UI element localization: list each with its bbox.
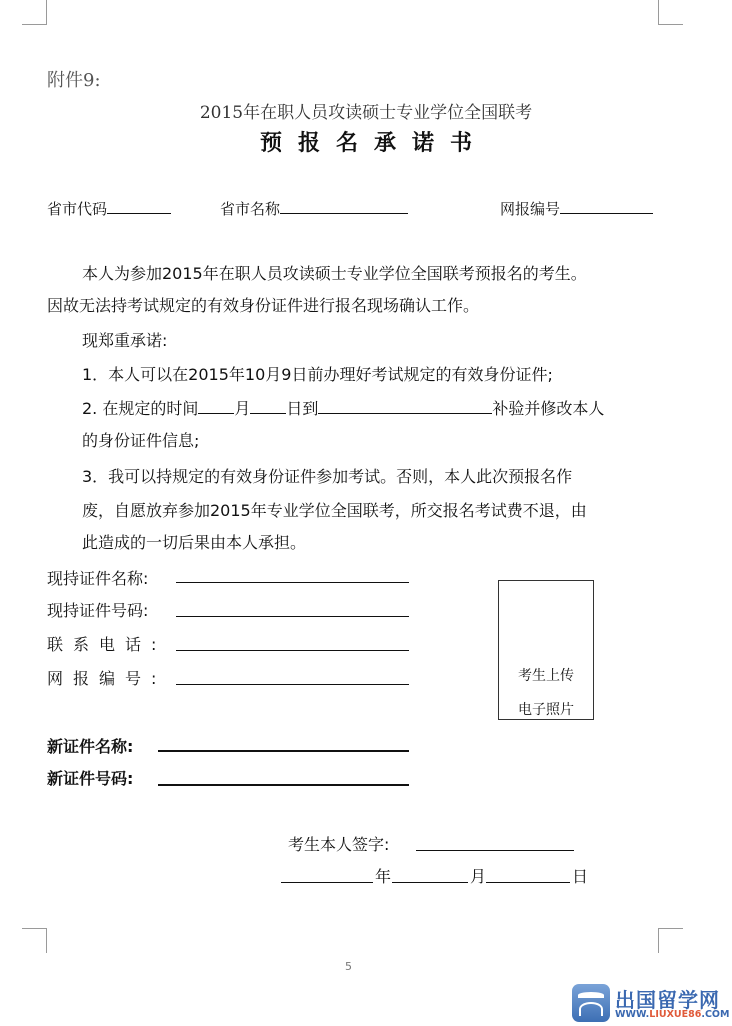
item2-day-blank[interactable] [250,399,286,414]
province-name-blank[interactable] [280,199,408,214]
sign-day-input[interactable] [486,868,570,883]
new-id-name-label: 新证件名称: [47,737,134,756]
province-code-label: 省市代码 [47,200,108,218]
logo-url: WWW.LIUXUE86.COM [615,1009,730,1020]
new-id-number-field [47,766,133,789]
province-code-blank[interactable] [107,199,171,214]
new-id-name-field [47,734,133,757]
province-name-label: 省市名称 [220,200,281,218]
sign-day-label: 日 [572,867,589,886]
pledge-item-1: 1．本人可以在2015年10月9日前办理好考试规定的有效身份证件; [82,365,553,384]
contact-phone-field [47,632,175,655]
new-id-name-input[interactable] [158,736,409,752]
province-code-field [47,198,171,219]
item2-day-label: 日到 [286,399,319,418]
intro-line-1: 本人为参加2015年在职人员攻读硕士专业学位全国联考预报名的考生。 [82,264,587,283]
new-id-number-input[interactable] [158,770,409,786]
current-id-number-input[interactable] [176,602,409,617]
sign-year-label: 年 [375,867,392,886]
logo-name: 出国留学网 [615,988,720,1012]
contact-phone-input[interactable] [176,636,409,651]
crop-mark-bottom-right [658,928,683,953]
online-registration-field [47,666,175,689]
watermark-logo [572,984,732,1024]
new-id-number-label: 新证件号码: [47,769,134,788]
photo-box-line-1: 考生上传 [518,668,574,684]
item2-location-blank[interactable] [318,399,492,414]
document-subtitle: 2015年在职人员攻读硕士专业学位全国联考 [199,103,533,123]
item2-month-label: 月 [234,399,251,418]
photo-box-line-2: 电子照片 [518,702,574,718]
current-id-name-label: 现持证件名称: [47,569,149,588]
crop-mark-bottom-left [22,928,47,953]
pledge-heading: 现郑重承诺: [82,331,168,350]
current-id-number-label: 现持证件号码: [47,601,149,620]
sign-year-input[interactable] [281,868,373,883]
signature-input[interactable] [416,836,574,851]
pledge-item-2-line-2: 的身份证件信息; [82,431,200,450]
sign-month-input[interactable] [392,868,468,883]
item2-suffix: 补验并修改本人 [492,399,605,418]
province-name-field [220,198,408,219]
crop-mark-top-left [22,0,47,25]
pledge-item-2 [82,395,604,423]
current-id-name-input[interactable] [176,568,409,583]
intro-line-2: 因故无法持考试规定的有效身份证件进行报名现场确认工作。 [47,296,480,315]
pledge-item-3-line-2: 废，自愿放弃参加2015年专业学位全国联考，所交报名考试费不退，由 [82,501,587,520]
sign-month-label: 月 [470,867,487,886]
document-title: 预报名承诺书 [259,130,488,156]
registration-number-field [500,198,653,219]
logo-mark-icon [572,984,610,1022]
registration-number-label: 网报编号 [500,200,561,218]
contact-phone-label: 联系电话: [47,635,167,654]
signature-label: 考生本人签字: [288,835,390,854]
page-number: 5 [345,960,352,973]
item2-month-blank[interactable] [198,399,234,414]
current-id-number-field [47,598,175,621]
pledge-item-3-line-3: 此造成的一切后果由本人承担。 [82,533,307,552]
photo-upload-box[interactable] [498,580,594,720]
item2-prefix: 2. 在规定的时间 [82,399,199,418]
current-id-name-field [47,566,175,589]
registration-number-blank[interactable] [560,199,653,214]
crop-mark-top-right [658,0,683,25]
pledge-item-3-line-1: 3．我可以持规定的有效身份证件参加考试。否则，本人此次预报名作 [82,467,573,486]
attachment-label: 附件9: [47,70,101,91]
online-registration-input[interactable] [176,670,409,685]
online-registration-label: 网报编号: [47,669,167,688]
